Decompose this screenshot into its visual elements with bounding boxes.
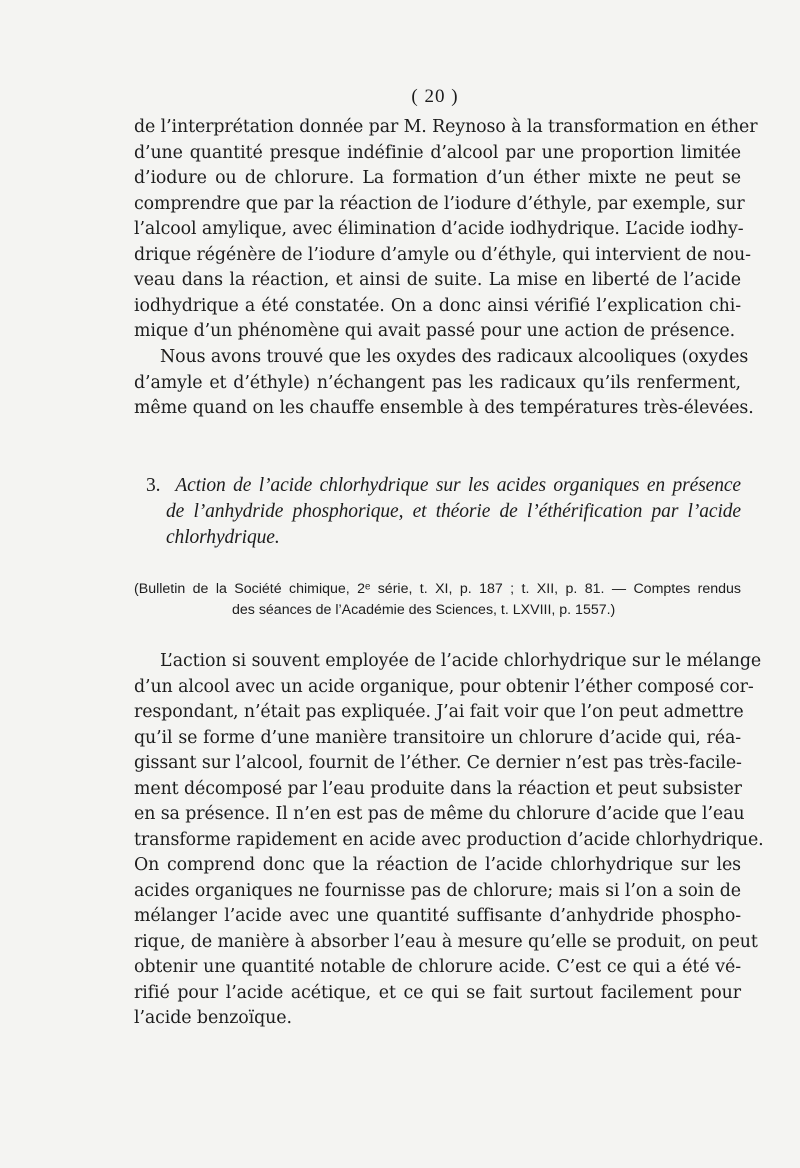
text-line: veau dans la réaction, et ainsi de suite. La mise en liberté de l’acide — [134, 270, 741, 290]
text-line: drique régénère de l’iodure d’amyle ou d’éthyle, qui intervient de nou- — [134, 244, 751, 265]
text-line: acides organiques ne fournisse pas de chlorure; mais si l’on a soin de — [134, 880, 741, 901]
reference-line: des séances de l’Académie des Sciences, t. LXVIII, p. 1557.) — [232, 602, 616, 618]
text-line: d’une quantité presque indéfinie d’alcool par une proportion limitée — [134, 142, 741, 163]
text-line: l’alcool amylique, avec élimination d’acide iodhydrique. L’acide iodhy- — [134, 219, 744, 239]
page-number: ( 20 ) — [411, 86, 459, 107]
section-title-line — [134, 473, 741, 499]
text-line: ment décomposé par l’eau produite dans la réaction et peut subsister — [134, 778, 742, 799]
text-line: qu’il se forme d’une manière transitoire un chlorure d’acide qui, réa- — [134, 727, 741, 748]
bibliographic-reference — [134, 579, 741, 621]
text-line: gissant sur l’alcool, fournit de l’éther. Ce dernier n’est pas très-facile- — [134, 753, 742, 773]
text-line: comprendre que par la réaction de l’iodure d’éthyle, par exemple, sur — [134, 193, 745, 214]
text-line: obtenir une quantité notable de chlorure acide. C’est ce qui a été vé- — [134, 957, 741, 977]
paragraph-2 — [134, 345, 754, 422]
section-heading — [134, 473, 741, 551]
text-line: transforme rapidement en acide avec production d’acide chlorhydrique. — [134, 829, 764, 850]
paragraph-3 — [134, 649, 764, 1032]
text-line: L’action si souvent employée de l’acide chlorhydrique sur le mélange — [160, 651, 762, 671]
section-number: 3. — [146, 475, 161, 496]
text-line: mique d’un phénomène qui avait passé pour une action de présence. — [134, 321, 736, 341]
text-line: d’amyle et d’éthyle) n’échangent pas les radicaux qu’ils renferment, — [134, 372, 741, 393]
text-line: même quand on les chauffe ensemble à des températures très-élevées. — [134, 398, 754, 418]
text-line: On comprend donc que la réaction de l’acide chlorhydrique sur les — [134, 855, 741, 875]
section-title-line: de l’anhydride phosphorique, et théorie de l’éthérification par l’acide — [166, 501, 741, 522]
text-line: mélanger l’acide avec une quantité suffisante d’anhydride phospho- — [134, 906, 741, 926]
text-line: iodhydrique a été constatée. On a donc ainsi vérifié l’explication chi- — [134, 295, 741, 316]
section-title-line: chlorhydrique. — [166, 527, 280, 548]
text-line: rique, de manière à absorber l’eau à mesure qu’elle se produit, on peut — [134, 931, 758, 952]
text-line: Nous avons trouvé que les oxydes des radicaux alcooliques (oxydes — [160, 347, 749, 367]
text-line: de l’interprétation donnée par M. Reynoso à la transformation en éther — [134, 117, 758, 137]
text-line: rifié pour l’acide acétique, et ce qui se fait surtout facilement pour — [134, 982, 741, 1003]
reference-line: (Bulletin de la Société chimique, 2ᵉ série, t. XI, p. 187 ; t. XII, p. 81. — Comptes rendus — [134, 581, 741, 597]
text-line: d’iodure ou de chlorure. La formation d’un éther mixte ne peut se — [134, 168, 741, 188]
text-line: d’un alcool avec un acide organique, pour obtenir l’éther composé cor- — [134, 676, 754, 697]
text-line: respondant, n’était pas expliquée. J’ai fait voir que l’on peut admettre — [134, 702, 744, 722]
section-title-text: Action de l’acide chlorhydrique sur les acides organiques en présence — [175, 475, 741, 496]
text-line: l’acide benzoïque. — [134, 1008, 292, 1028]
paragraph-1 — [134, 115, 758, 345]
text-line: en sa présence. Il n’en est pas de même du chlorure d’acide que l’eau — [134, 804, 745, 824]
